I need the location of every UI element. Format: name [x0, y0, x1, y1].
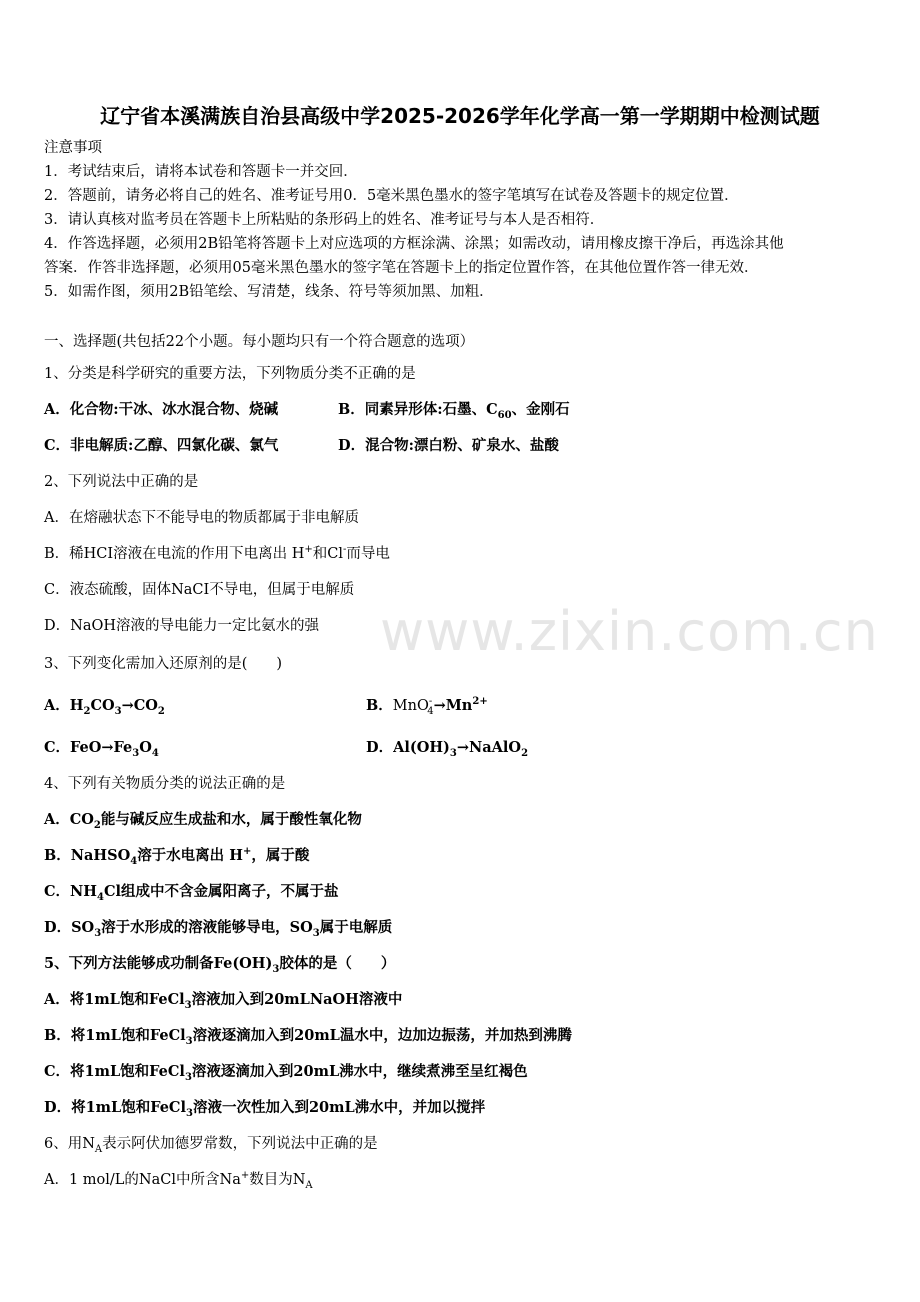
q2-option-b: B．稀HCI溶液在电流的作用下电离出 H+和Cl-而导电 [44, 544, 390, 562]
q1-option-d: D．混合物:漂白粉、矿泉水、盐酸 [338, 437, 559, 454]
section-heading: 一、选择题(共包括22个小题。每小题均只有一个符合题意的选项） [44, 334, 475, 350]
notice-item-1: 1．考试结束后，请将本试卷和答题卡一并交回． [44, 164, 358, 180]
q1-option-a: A．化合物:干冰、冰水混合物、烧碱 [44, 401, 279, 418]
notice-item-4-cont: 答案．作答非选择题，必须用05毫米黑色墨水的签字笔在答题卡上的指定位置作答，在其他位置作答一律无效． [44, 260, 759, 276]
q2-option-a: A．在熔融状态下不能导电的物质都属于非电解质 [44, 510, 359, 526]
q1-stem: 1、分类是科学研究的重要方法，下列物质分类不正确的是 [44, 366, 416, 382]
q4-option-d: D．$SO_3$溶于水形成的溶液能够导电，$SO_3$属于电解质 [44, 919, 393, 939]
q1-option-c: C．非电解质:乙醇、四氯化碳、氯气 [44, 437, 279, 454]
notice-heading: 注意事项 [44, 140, 102, 156]
q6-stem: 6、用$N_A$表示阿伏加德罗常数，下列说法中正确的是 [44, 1136, 378, 1155]
notice-item-2: 2．答题前，请务必将自己的姓名、准考证号用0．5毫米黑色墨水的签字笔填写在试卷及答题卡的规定位置． [44, 188, 739, 204]
q5-option-c: C．将1mL饱和FeCl$_3$溶液逐滴加入到20mL沸水中，继续煮沸至呈红褐色 [44, 1063, 528, 1083]
q4-option-a: A．$CO_2$能与碱反应生成盐和水，属于酸性氧化物 [44, 811, 362, 831]
q5-stem: 5、下列方法能够成功制备$Fe(OH)_3$胶体的是（ ） [44, 955, 396, 975]
q1-option-b: B．同素异形体:石墨、$C_{60}$、金刚石 [338, 401, 570, 421]
q4-stem: 4、下列有关物质分类的说法正确的是 [44, 776, 286, 792]
q2-option-c: C．液态硫酸，固体NaCI不导电，但属于电解质 [44, 582, 355, 598]
exam-title: 辽宁省本溪满族自治县高级中学2025-2026学年化学高一第一学期期中检测试题 [100, 104, 820, 128]
q4-option-c: C．$NH_4Cl$组成中不含金属阳离子，不属于盐 [44, 883, 339, 903]
q2-option-d: D．NaOH溶液的导电能力一定比氨水的强 [44, 618, 319, 634]
notice-item-3: 3．请认真核对监考员在答题卡上所粘贴的条形码上的姓名、准考证号与本人是否相符． [44, 212, 605, 228]
q3-option-b: B．$MnO^-_4\to Mn^{2+}$ [366, 696, 488, 717]
q3-option-d: D．$Al(OH)_3\to NaAlO_2$ [366, 739, 529, 759]
q4-option-b: B．NaHSO$_4$溶于水电离出 H+，属于酸 [44, 846, 310, 867]
notice-item-4: 4．作答选择题，必须用2B铅笔将答题卡上对应选项的方框涂满、涂黑；如需改动，请用橡皮擦干净后，再选涂其他 [44, 236, 784, 252]
q6-option-a: A．1 mol/L的NaCl中所含Na+数目为$N_A$ [44, 1170, 313, 1191]
watermark-text: www.zixin.com.cn [380, 600, 879, 663]
q5-option-a: A．将1mL饱和FeCl$_3$溶液加入到20mLNaOH溶液中 [44, 991, 403, 1011]
q2-stem: 2、下列说法中正确的是 [44, 474, 199, 490]
q5-option-b: B．将1mL饱和FeCl$_3$溶液逐滴加入到20mL温水中，边加边振荡，并加热到沸腾 [44, 1027, 572, 1047]
q5-option-d: D．将1mL饱和FeCl$_3$溶液一次性加入到20mL沸水中，并加以搅拌 [44, 1099, 486, 1119]
q3-option-c: C．$FeO\to Fe_3O_4$ [44, 739, 159, 759]
q3-option-a: A．$H_2CO_3\to CO_2$ [44, 697, 165, 717]
q3-stem: 3、下列变化需加入还原剂的是( ) [44, 656, 283, 672]
notice-item-5: 5．如需作图，须用2B铅笔绘、写清楚，线条、符号等须加黑、加粗． [44, 284, 494, 300]
